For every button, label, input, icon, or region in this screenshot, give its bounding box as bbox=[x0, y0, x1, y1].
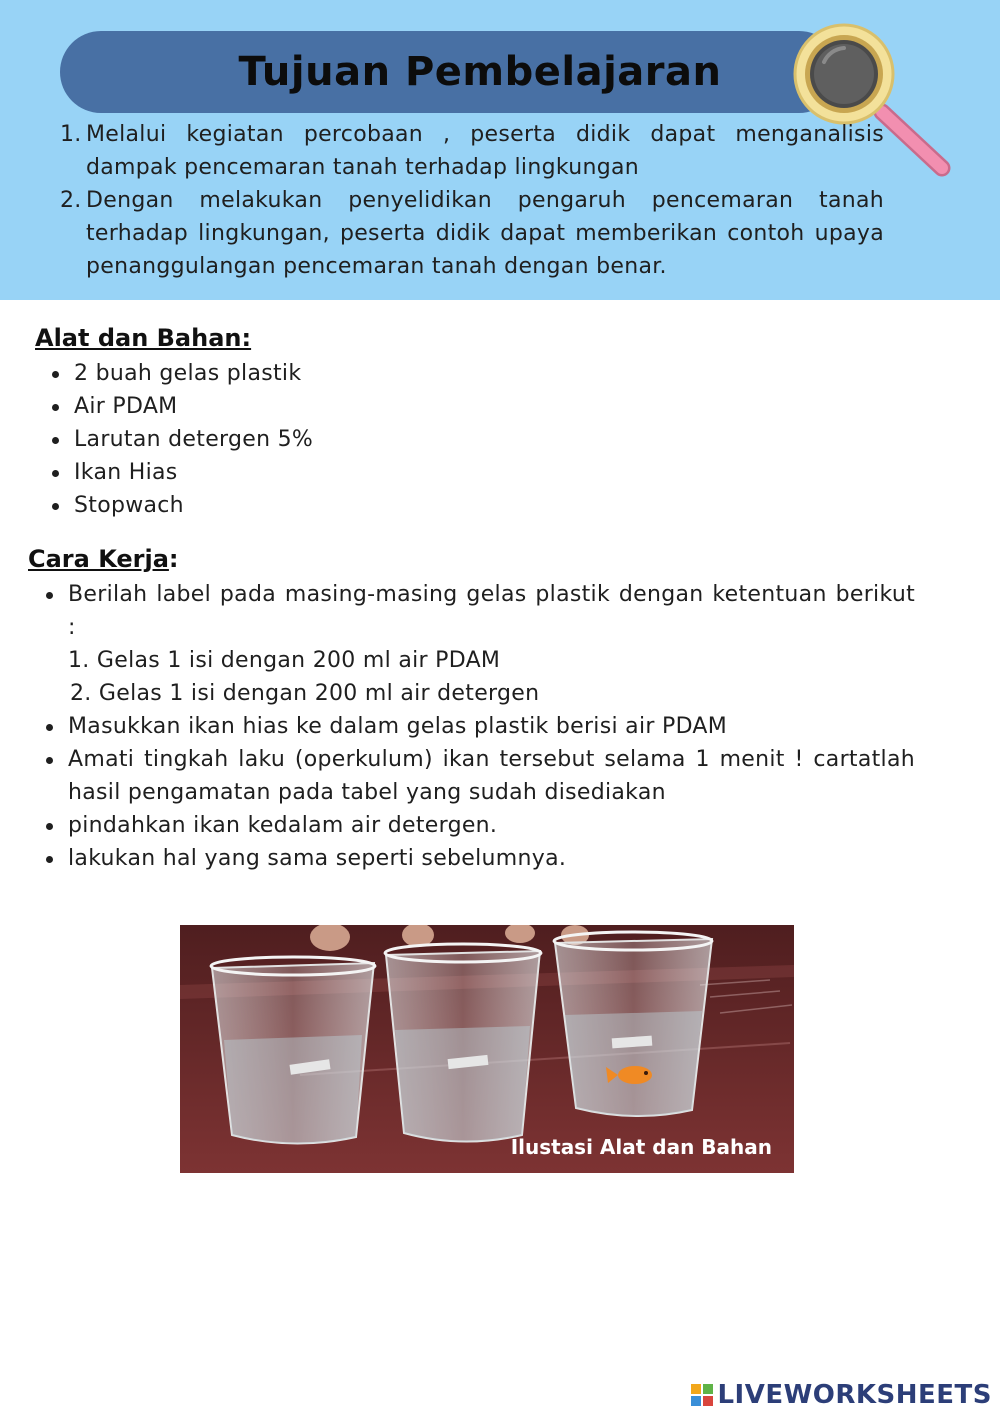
page-title: Tujuan Pembelajaran bbox=[238, 49, 722, 95]
procedure-step: Amati tingkah laku (operkulum) ikan tersebut selama 1 menit ! cartatlah hasil pengamatan pada tabel yang sudah disediakan bbox=[42, 743, 915, 809]
title-pill bbox=[60, 31, 840, 113]
procedure-step-text: Berilah label pada masing-masing gelas plastik dengan ketentuan berikut : bbox=[68, 582, 915, 640]
objective-item bbox=[60, 184, 884, 283]
materials-heading: Alat dan Bahan: bbox=[35, 324, 252, 352]
objective-number: 1. bbox=[60, 122, 82, 147]
procedure-step bbox=[42, 578, 915, 710]
procedure-step: Masukkan ikan hias ke dalam gelas plastik berisi air PDAM bbox=[42, 710, 915, 743]
objective-number: 2. bbox=[60, 188, 82, 213]
materials-item: Stopwach bbox=[48, 489, 648, 522]
illustration-caption: Ilustasi Alat dan Bahan bbox=[510, 1135, 772, 1159]
procedure-heading bbox=[28, 545, 179, 573]
objectives-list bbox=[60, 118, 884, 283]
procedure-heading-colon: : bbox=[168, 545, 179, 573]
brand-name: LIVEWORKSHEETS bbox=[717, 1380, 992, 1410]
illustration-photo bbox=[180, 925, 794, 1173]
materials-item: 2 buah gelas plastik bbox=[48, 357, 648, 390]
materials-item: Air PDAM bbox=[48, 390, 648, 423]
objectives-banner bbox=[0, 0, 1000, 300]
materials-list bbox=[48, 357, 648, 522]
procedure-heading-text: Cara Kerja bbox=[28, 545, 169, 573]
objective-item bbox=[60, 118, 884, 184]
procedure-substep: 1. Gelas 1 isi dengan 200 ml air PDAM bbox=[68, 648, 501, 673]
liveworksheets-logo-icon bbox=[691, 1384, 713, 1406]
materials-item: Larutan detergen 5% bbox=[48, 423, 648, 456]
procedure-list bbox=[42, 578, 915, 875]
procedure-step: pindahkan ikan kedalam air detergen. bbox=[42, 809, 915, 842]
objective-text: Dengan melakukan penyelidikan pengaruh pencemaran tanah terhadap lingkungan, peserta didik dapat memberikan contoh upaya penanggulangan pencemaran tanah dengan benar. bbox=[86, 188, 884, 279]
materials-item: Ikan Hias bbox=[48, 456, 648, 489]
procedure-step: lakukan hal yang sama seperti sebelumnya. bbox=[42, 842, 915, 875]
brand-footer bbox=[691, 1380, 992, 1410]
procedure-substep: 2. Gelas 1 isi dengan 200 ml air detergen bbox=[70, 681, 540, 706]
objective-text: Melalui kegiatan percobaan , peserta didik dapat menganalisis dampak pencemaran tanah terhadap lingkungan bbox=[86, 122, 884, 180]
